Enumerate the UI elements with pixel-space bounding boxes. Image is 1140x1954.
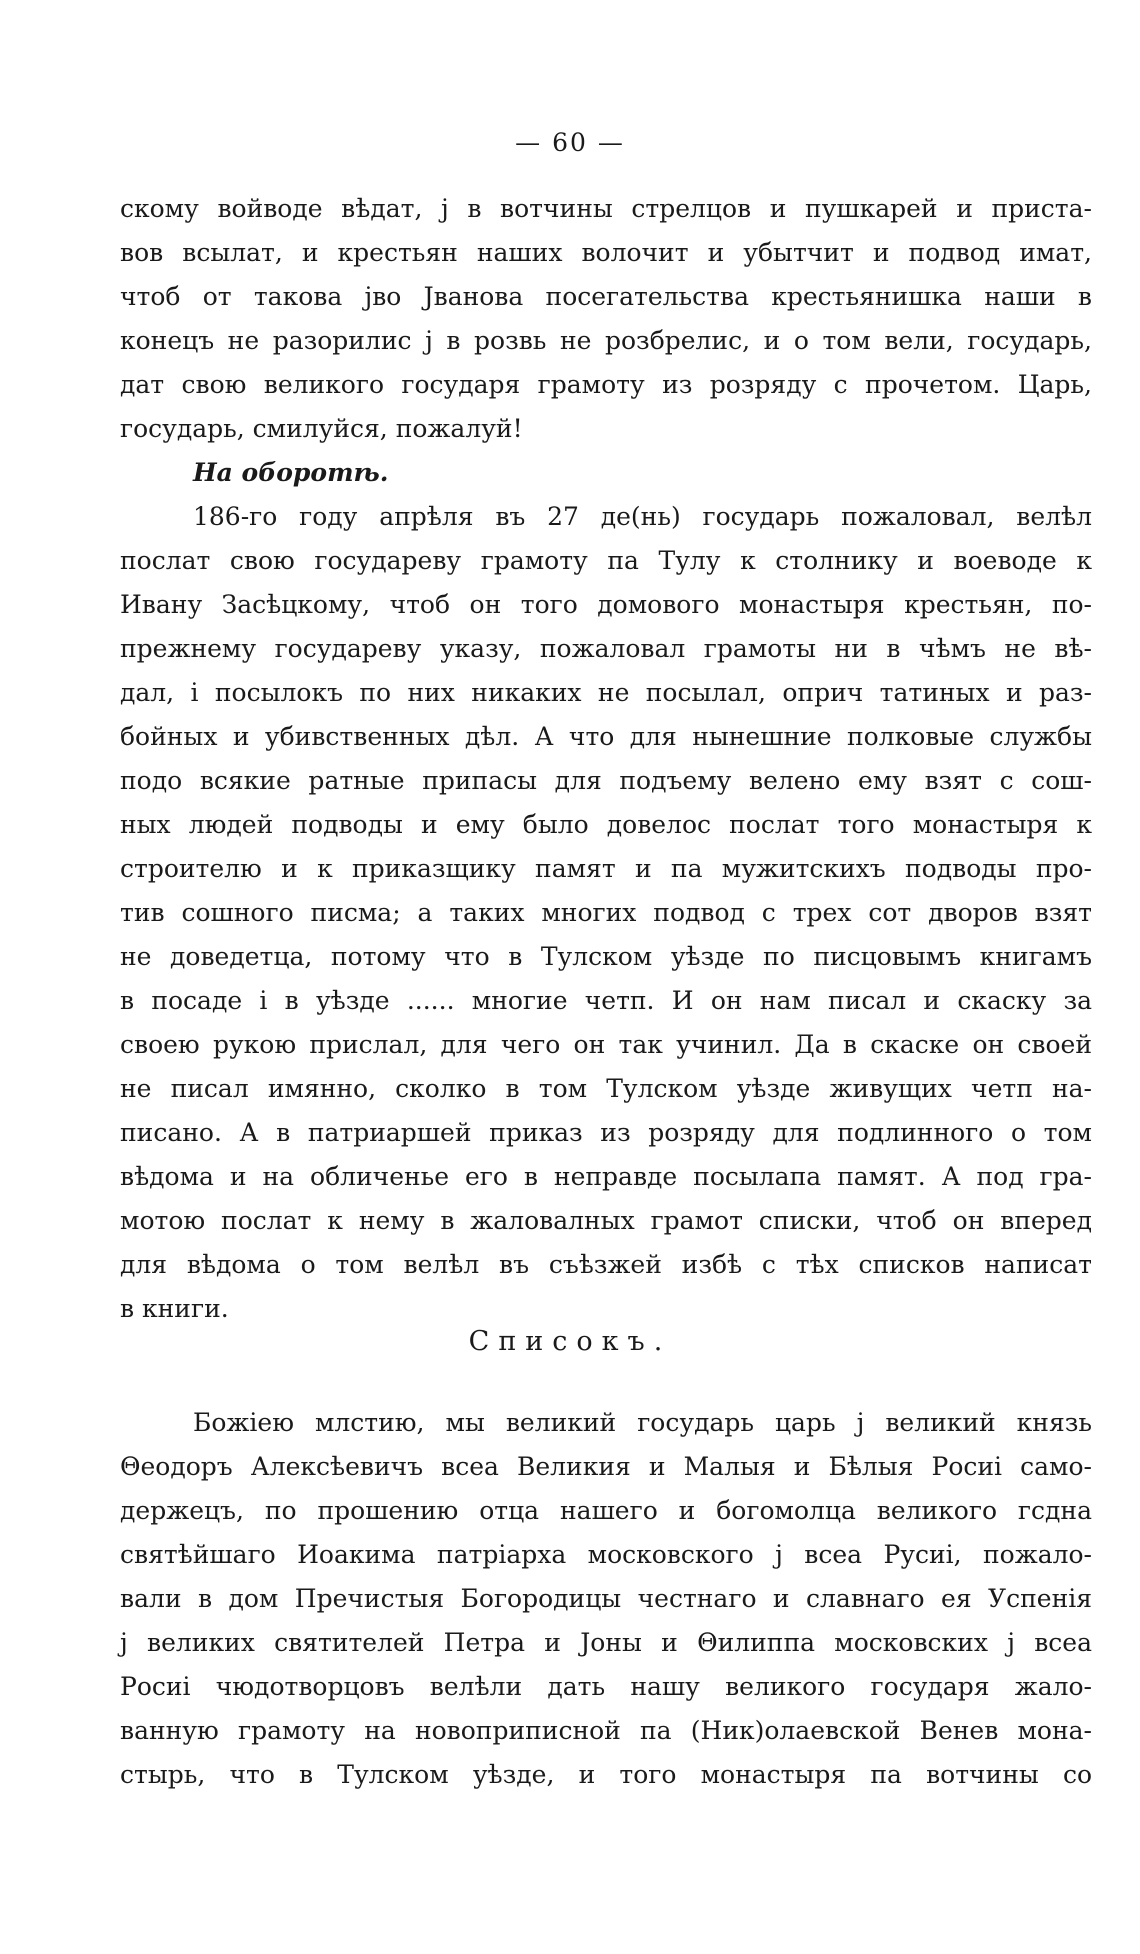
- text-line: подо всякие ратные припасы для подъему велено ему взят с сош-: [120, 766, 1092, 795]
- text-line: в посаде і в уѣзде ...... многие четп. И он нам писал и скаску за: [120, 986, 1092, 1015]
- text-line: Θеодоръ Алексѣевичъ всеа Великия и Малыя и Бѣлыя Росиі само-: [120, 1452, 1092, 1481]
- text-line: для вѣдома о том велѣл въ съѣзжей избѣ с тѣх списков написат: [120, 1250, 1092, 1279]
- text-line: писано. А в патриаршей приказ из розряду для подлинного о том: [120, 1118, 1092, 1147]
- text-line: мотою послат к нему в жаловалных грамот списки, чтоб он вперед: [120, 1206, 1092, 1235]
- text-line: святѣйшаго Иоакима патрiарха московского ј всеа Русиі, пожало-: [120, 1540, 1092, 1569]
- page-number: — 60 —: [515, 128, 625, 157]
- text-line: тив сошного писма; а таких многих подвод с трех сот дворов взят: [120, 898, 1092, 927]
- reverse-side-heading: На оборотѣ.: [193, 458, 389, 487]
- text-line: вов всылат, и крестьян наших волочит и убытчит и подвод имат,: [120, 238, 1092, 267]
- section-heading: Списокъ.: [468, 1326, 672, 1357]
- text-line: стырь, что в Тулском уѣзде, и того монастыря па вотчины со: [120, 1760, 1092, 1789]
- text-line: ных людей подводы и ему было довелос послат того монастыря к: [120, 810, 1092, 839]
- text-line: в книги.: [120, 1294, 229, 1323]
- text-line: своею рукою прислал, для чего он так учинил. Да в скаске он своей: [120, 1030, 1092, 1059]
- text-line: Ивану Засѣцкому, чтоб он того домового монастыря крестьян, по-: [120, 590, 1092, 619]
- text-line: скому войводе вѣдат, ј в вотчины стрелцов и пушкарей и приста-: [120, 194, 1092, 223]
- text-line: ј великих святителей Петра и Јоны и Θилиппа московских ј всеа: [120, 1628, 1092, 1657]
- text-line: строителю и к приказщику памят и па мужитскихъ подводы про-: [120, 854, 1092, 883]
- text-line: прежнему государеву указу, пожаловал грамоты ни в чѣмъ не вѣ-: [120, 634, 1092, 663]
- text-line: ванную грамоту на новоприписной па (Ник)олаевской Венев мона-: [120, 1716, 1092, 1745]
- text-line: вали в дом Пречистыя Богородицы честнаго и славнаго ея Успенiя: [120, 1584, 1092, 1613]
- text-line: держецъ, по прошению отца нашего и богомолца великого гсдна: [120, 1496, 1092, 1525]
- text-line: Росиі чюдотворцовъ велѣли дать нашу великого государя жало-: [120, 1672, 1092, 1701]
- text-line: чтоб от такова јво Јванова посегательства крестьянишка наши в: [120, 282, 1092, 311]
- text-line: не доведетца, потому что в Тулском уѣзде по писцовымъ книгамъ: [120, 942, 1092, 971]
- text-line: Божiею млстию, мы великий государь царь ј великий князь: [193, 1408, 1092, 1437]
- text-line: дат свою великого государя грамоту из розряду с прочетом. Царь,: [120, 370, 1092, 399]
- text-line: дал, і посылокъ по них никаких не посылал, оприч татиных и раз-: [120, 678, 1092, 707]
- text-line: государь, смилуйся, пожалуй!: [120, 414, 523, 443]
- text-line: послат свою государеву грамоту па Тулу к столнику и воеводе к: [120, 546, 1092, 575]
- text-line: не писал имянно, сколко в том Тулском уѣзде живущих четп на-: [120, 1074, 1092, 1103]
- text-line: 186-го году апрѣля въ 27 де(нь) государь пожаловал, велѣл: [193, 502, 1092, 531]
- text-line: конецъ не разорилис ј в розвь не розбрелис, и о том вели, государь,: [120, 326, 1092, 355]
- text-line: вѣдома и на обличенье его в неправде посылапа памят. А под гра-: [120, 1162, 1092, 1191]
- text-line: бойных и убивственных дѣл. А что для нынешние полковые службы: [120, 722, 1092, 751]
